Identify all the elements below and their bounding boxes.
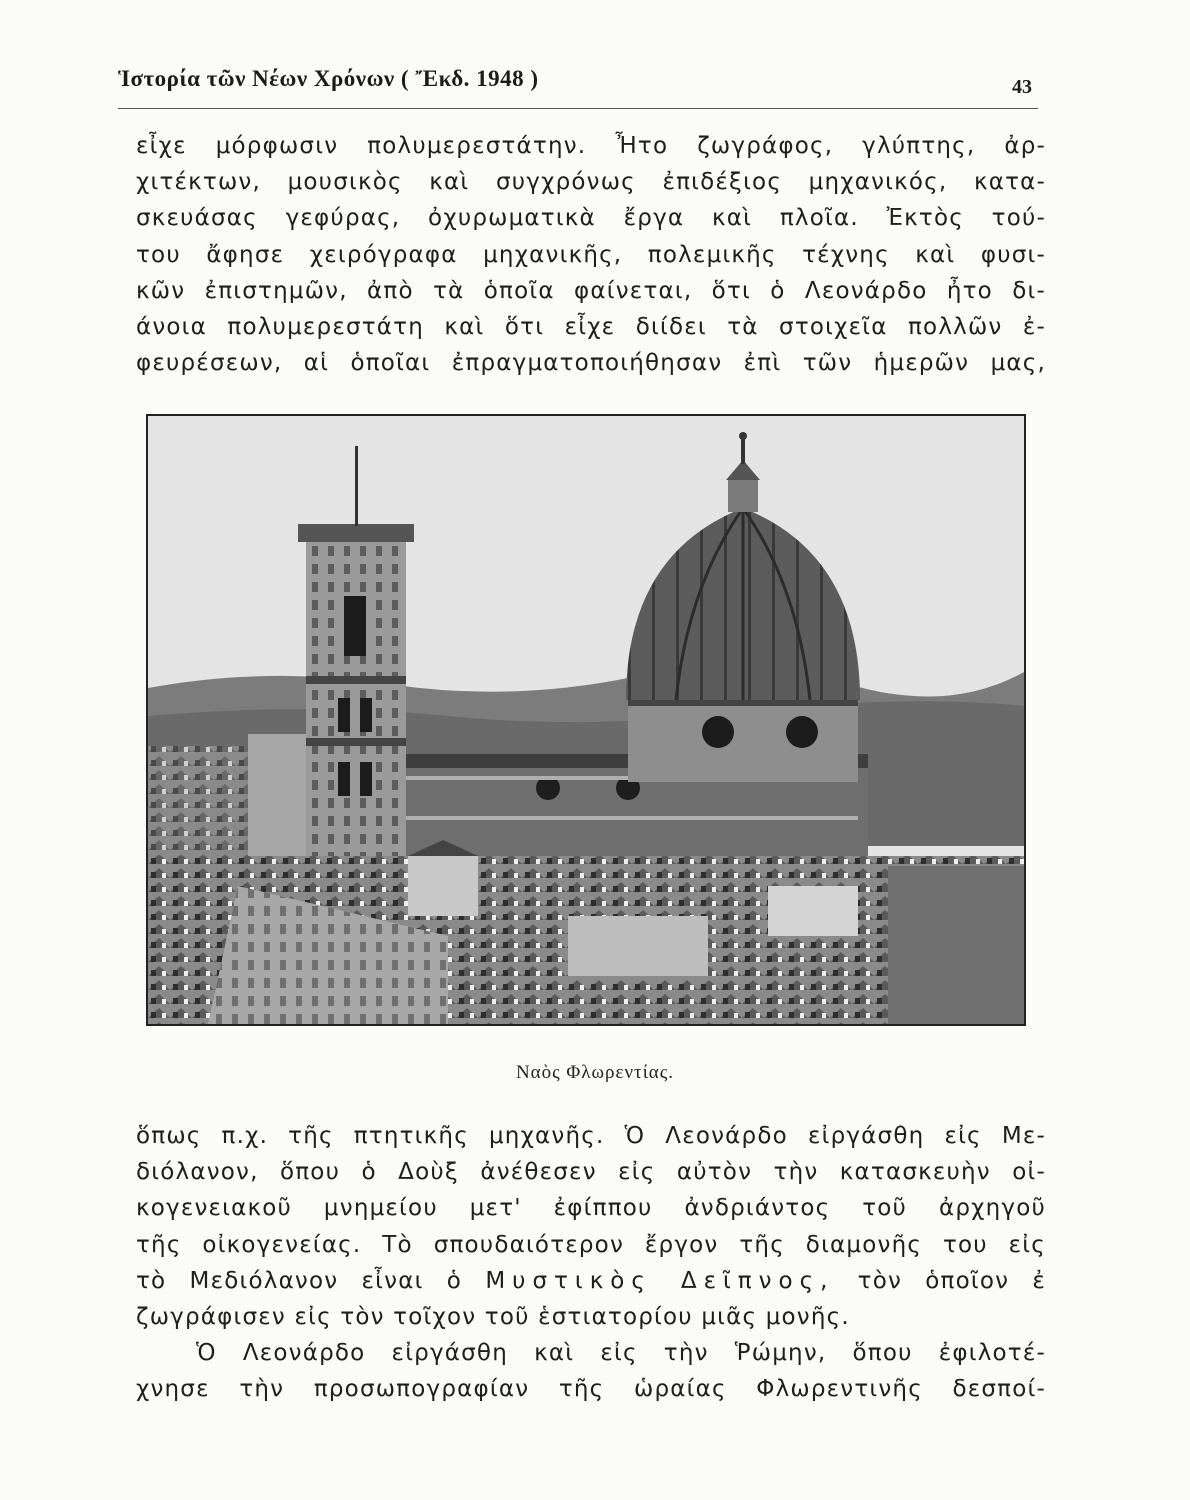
text-line: διόλανον, ὅπου ὁ Δοὺξ ἀνέθεσεν εἰς αὐτὸν τὴν κατασκευὴν οἰ- xyxy=(136,1159,1046,1186)
header-rule xyxy=(118,108,1038,109)
text-line: άνοια πολυμερεστάτη καὶ ὅτι εἶχε διίδει τὰ στοιχεῖα πολλῶν ἐ- xyxy=(136,314,1046,341)
text-line: του ἄφησε χειρόγραφα μηχανικῆς, πολεμικῆς τέχνης καὶ φυσι- xyxy=(136,241,1046,268)
text-line: κῶν ἐπιστημῶν, ἀπὸ τὰ ὁποῖα φαίνεται, ὅτι ὁ Λεονάρδο ἦτο δι- xyxy=(136,277,1046,304)
text-line: χιτέκτων, μουσικὸς καὶ συγχρόνως ἐπιδέξιος μηχανικός, κατα- xyxy=(136,169,1046,196)
text-fragment: τὸν ὁποῖον ἐ xyxy=(857,1267,1047,1294)
text-line: χνησε τὴν προσωπογραφίαν τῆς ὡραίας Φλωρεντινῆς δεσποί- xyxy=(136,1376,1046,1403)
figure-caption: Ναὸς Φλωρεντίας. xyxy=(515,1062,675,1083)
running-title: Ἱστορία τῶν Νέων Χρόνων ( Ἔκδ. 1948 ) xyxy=(118,66,539,91)
paragraph-bottom xyxy=(136,1118,1046,1408)
text-line: τῆς οἰκογενείας. Τὸ σπουδαιότερον ἔργον τῆς διαμονῆς του εἰς xyxy=(136,1231,1046,1258)
text-line: σκευάσας γεφύρας, ὀχυρωματικὰ ἔργα καὶ πλοῖα. Ἐκτὸς τού- xyxy=(136,205,1046,232)
paragraph-top xyxy=(136,128,1046,381)
text-fragment: τὸ Μεδιόλανον εἶναι ὁ xyxy=(136,1267,463,1294)
page-number: 43 xyxy=(1012,76,1032,98)
florence-cathedral-photo xyxy=(146,414,1026,1026)
text-line: εἶχε μόρφωσιν πολυμερεστάτην. Ἦτο ζωγράφος, γλύπτης, ἀρ- xyxy=(136,133,1046,159)
text-line: ὅπως π.χ. τῆς πτητικῆς μηχανῆς. Ὁ Λεονάρδο εἰργάσθη εἰς Με- xyxy=(136,1123,1046,1149)
text-line: κογενειακοῦ μνημείου μετ' ἐφίππου ἀνδριάντος τοῦ ἀρχηγοῦ xyxy=(136,1195,1046,1222)
text-line: Ὁ Λεονάρδο εἰργάσθη καὶ εἰς τὴν Ῥώμην, ὅπου ἐφιλοτέ- xyxy=(196,1340,1046,1367)
text-line: φευρέσεων, αἱ ὁποῖαι ἐπραγματοποιήθησαν ἐπὶ τῶν ἡμερῶν μας, xyxy=(136,350,1046,377)
cathedral-illustration xyxy=(148,416,1024,1024)
emphasized-title: Μυστικὸς Δεῖπνος, xyxy=(485,1267,835,1294)
text-line-mixed xyxy=(136,1263,1046,1299)
text-line: ζωγράφισεν εἰς τὸν τοῖχον τοῦ ἑστιατορίου μιᾶς μονῆς. xyxy=(136,1304,850,1331)
